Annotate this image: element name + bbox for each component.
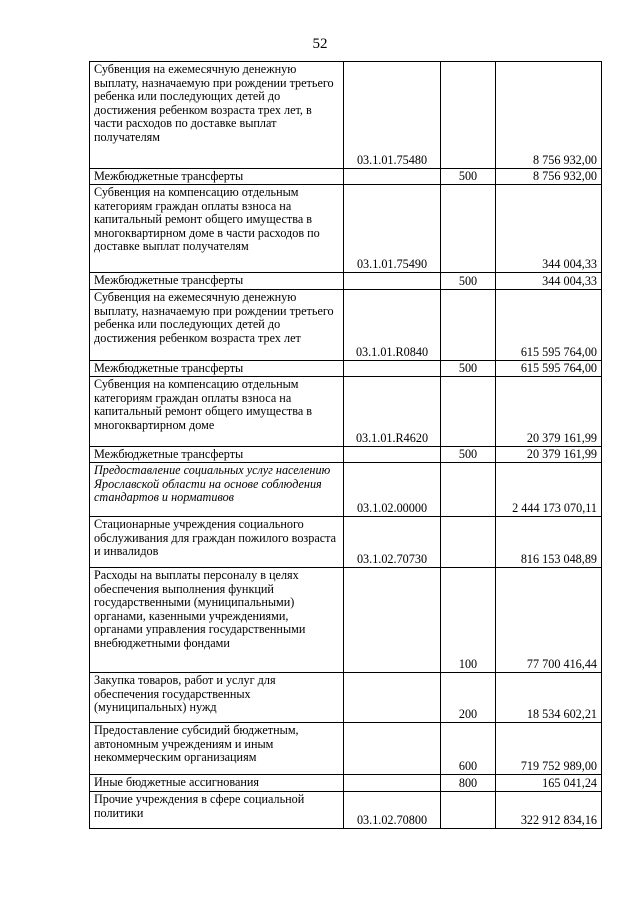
table-row: [90, 775, 602, 792]
row-code: [344, 169, 441, 185]
budget-table: [89, 61, 602, 829]
row-code: 03.1.01.R0840: [344, 290, 441, 361]
row-name: Прочие учреждения в сфере социальной политики: [90, 792, 344, 829]
row-type: 100: [441, 568, 496, 673]
row-name: Субвенция на компенсацию отдельным категориям граждан оплаты взноса на капитальный ремонт общего имущества в многоквартирном доме: [90, 377, 344, 447]
table-row: [90, 377, 602, 447]
row-code: 03.1.01.75480: [344, 62, 441, 169]
row-code: 03.1.02.00000: [344, 463, 441, 517]
row-name: Стационарные учреждения социального обслуживания для граждан пожилого возраста и инвалидов: [90, 517, 344, 568]
row-type: 500: [441, 169, 496, 185]
row-type: 600: [441, 723, 496, 775]
row-code: [344, 273, 441, 290]
row-amount: 165 041,24: [496, 775, 602, 792]
row-type: 500: [441, 361, 496, 377]
row-type: [441, 185, 496, 273]
table-row: [90, 792, 602, 829]
row-type: [441, 377, 496, 447]
row-amount: 344 004,33: [496, 185, 602, 273]
row-amount: 615 595 764,00: [496, 361, 602, 377]
row-name: Предоставление социальных услуг населению Ярославской области на основе соблюдения стандартов и нормативов: [90, 463, 344, 517]
row-type: [441, 463, 496, 517]
row-type: [441, 792, 496, 829]
row-type: [441, 517, 496, 568]
row-code: [344, 723, 441, 775]
table-row: [90, 62, 602, 169]
row-type: 500: [441, 447, 496, 463]
row-code: [344, 775, 441, 792]
row-type: 500: [441, 273, 496, 290]
row-name: Межбюджетные трансферты: [90, 273, 344, 290]
page-number: 52: [312, 36, 328, 52]
row-code: [344, 568, 441, 673]
table-row: [90, 361, 602, 377]
row-code: 03.1.01.75490: [344, 185, 441, 273]
row-type: 800: [441, 775, 496, 792]
row-amount: 77 700 416,44: [496, 568, 602, 673]
table-row: [90, 463, 602, 517]
row-amount: 20 379 161,99: [496, 447, 602, 463]
row-code: [344, 673, 441, 723]
row-code: [344, 447, 441, 463]
table-row: [90, 723, 602, 775]
row-name: Предоставление субсидий бюджетным, автономным учреждениям и иным некоммерческим организациям: [90, 723, 344, 775]
table-row: [90, 185, 602, 273]
row-name: Межбюджетные трансферты: [90, 447, 344, 463]
row-amount: 344 004,33: [496, 273, 602, 290]
row-name: Расходы на выплаты персоналу в целях обеспечения выполнения функций государственными (муниципальными) органами, казенными учреждениями, органами управления государственными внебюджетными фондами: [90, 568, 344, 673]
row-type: [441, 290, 496, 361]
row-amount: 8 756 932,00: [496, 169, 602, 185]
row-name: Субвенция на ежемесячную денежную выплату, назначаемую при рождении третьего ребенка или последующих детей до достижения ребенком возраста трех лет, в части расходов по доставке выплат получателям: [90, 62, 344, 169]
table-row: [90, 517, 602, 568]
row-type: [441, 62, 496, 169]
row-name: Межбюджетные трансферты: [90, 361, 344, 377]
row-code: 03.1.02.70730: [344, 517, 441, 568]
table-row: [90, 673, 602, 723]
row-amount: 322 912 834,16: [496, 792, 602, 829]
row-code: 03.1.01.R4620: [344, 377, 441, 447]
row-name: Субвенция на ежемесячную денежную выплату, назначаемую при рождении третьего ребенка или последующих детей до достижения ребенком возраста трех лет: [90, 290, 344, 361]
table-row: [90, 169, 602, 185]
row-amount: 2 444 173 070,11: [496, 463, 602, 517]
row-type: 200: [441, 673, 496, 723]
row-name: Иные бюджетные ассигнования: [90, 775, 344, 792]
row-code: 03.1.02.70800: [344, 792, 441, 829]
row-amount: 816 153 048,89: [496, 517, 602, 568]
row-name: Межбюджетные трансферты: [90, 169, 344, 185]
row-name: Субвенция на компенсацию отдельным категориям граждан оплаты взноса на капитальный ремонт общего имущества в многоквартирном доме в части расходов по доставке выплат получателям: [90, 185, 344, 273]
row-name: Закупка товаров, работ и услуг для обеспечения государственных (муниципальных) нужд: [90, 673, 344, 723]
table-row: [90, 568, 602, 673]
row-amount: 8 756 932,00: [496, 62, 602, 169]
table-row: [90, 273, 602, 290]
row-code: [344, 361, 441, 377]
table-row: [90, 290, 602, 361]
row-amount: 615 595 764,00: [496, 290, 602, 361]
row-amount: 719 752 989,00: [496, 723, 602, 775]
row-amount: 18 534 602,21: [496, 673, 602, 723]
row-amount: 20 379 161,99: [496, 377, 602, 447]
table-row: [90, 447, 602, 463]
